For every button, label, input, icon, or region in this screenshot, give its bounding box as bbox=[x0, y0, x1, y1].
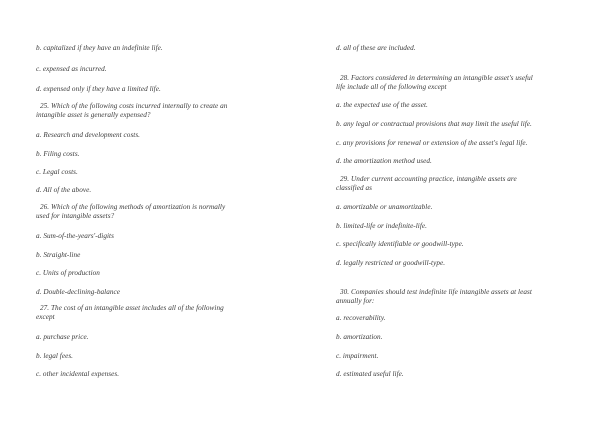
q30-option-d: d. estimated useful life. bbox=[336, 370, 404, 378]
q29-option-b: b. limited-life or indefinite-life. bbox=[336, 222, 427, 230]
q30-question bbox=[336, 288, 574, 306]
q26-question-line1: 26. Which of the following methods of amortization is normally bbox=[40, 203, 226, 211]
q25-question-line1: 25. Which of the following costs incurred internally to create an bbox=[40, 102, 228, 110]
q26-option-b: b. Straight-line bbox=[36, 251, 81, 259]
q26-question-line2: used for intangible assets? bbox=[36, 212, 115, 220]
q26-option-a: a. Sum-of-the-years'-digits bbox=[36, 232, 114, 240]
q29-option-a: a. amortizable or unamortizable. bbox=[336, 203, 433, 211]
q28-option-d: d. the amortization method used. bbox=[336, 157, 432, 165]
q30-option-c: c. impairment. bbox=[336, 352, 379, 360]
q25-option-c: c. Legal costs. bbox=[36, 168, 78, 176]
q28-option-b: b. any legal or contractual provisions that may limit the useful life. bbox=[336, 120, 532, 128]
q24-option-b: b. capitalized if they have an indefinite life. bbox=[36, 44, 163, 52]
q26-option-d: d. Double-declining-balance bbox=[36, 288, 120, 296]
q26-question bbox=[36, 203, 298, 221]
q27-option-c: c. other incidental expenses. bbox=[36, 370, 120, 378]
q27-option-b: b. legal fees. bbox=[36, 352, 74, 360]
q28-question bbox=[336, 74, 574, 92]
q30-option-b: b. amortization. bbox=[336, 333, 383, 341]
q27-question bbox=[36, 304, 298, 322]
q25-option-a: a. Research and development costs. bbox=[36, 131, 141, 139]
q27-question-line1: 27. The cost of an intangible asset includes all of the following bbox=[40, 304, 224, 312]
q29-option-c: c. specifically identifiable or goodwill-type. bbox=[336, 240, 464, 248]
q30-question-line2: annually for: bbox=[336, 297, 375, 305]
q30-question-line1: 30. Companies should test indefinite life intangible assets at least bbox=[340, 288, 532, 296]
q25-option-b: b. Filing costs. bbox=[36, 150, 80, 158]
q25-question bbox=[36, 102, 298, 120]
q29-question-line2: classified as bbox=[336, 184, 372, 192]
q24-option-d: d. expensed only if they have a limited life. bbox=[36, 85, 161, 93]
q27-question-line2: except bbox=[36, 313, 55, 321]
q25-question-line2: intangible asset is generally expensed? bbox=[36, 111, 151, 119]
q28-question-line2: life include all of the following except bbox=[336, 83, 447, 91]
q24-option-c: c. expensed as incurred. bbox=[36, 65, 107, 73]
q27-option-d: d. all of these are included. bbox=[336, 44, 416, 52]
q29-question bbox=[336, 175, 574, 193]
q29-question-line1: 29. Under current accounting practice, intangible assets are bbox=[340, 175, 517, 183]
q25-option-d: d. All of the above. bbox=[36, 186, 92, 194]
q26-option-c: c. Units of production bbox=[36, 269, 100, 277]
q30-option-a: a. recoverability. bbox=[336, 314, 386, 322]
q28-option-c: c. any provisions for renewal or extension of the asset's legal life. bbox=[336, 139, 528, 147]
q28-question-line1: 28. Factors considered in determining an intangible asset's useful bbox=[340, 74, 533, 82]
q28-option-a: a. the expected use of the asset. bbox=[336, 101, 428, 109]
q27-option-a: a. purchase price. bbox=[36, 333, 89, 341]
q29-option-d: d. legally restricted or goodwill-type. bbox=[336, 259, 446, 267]
